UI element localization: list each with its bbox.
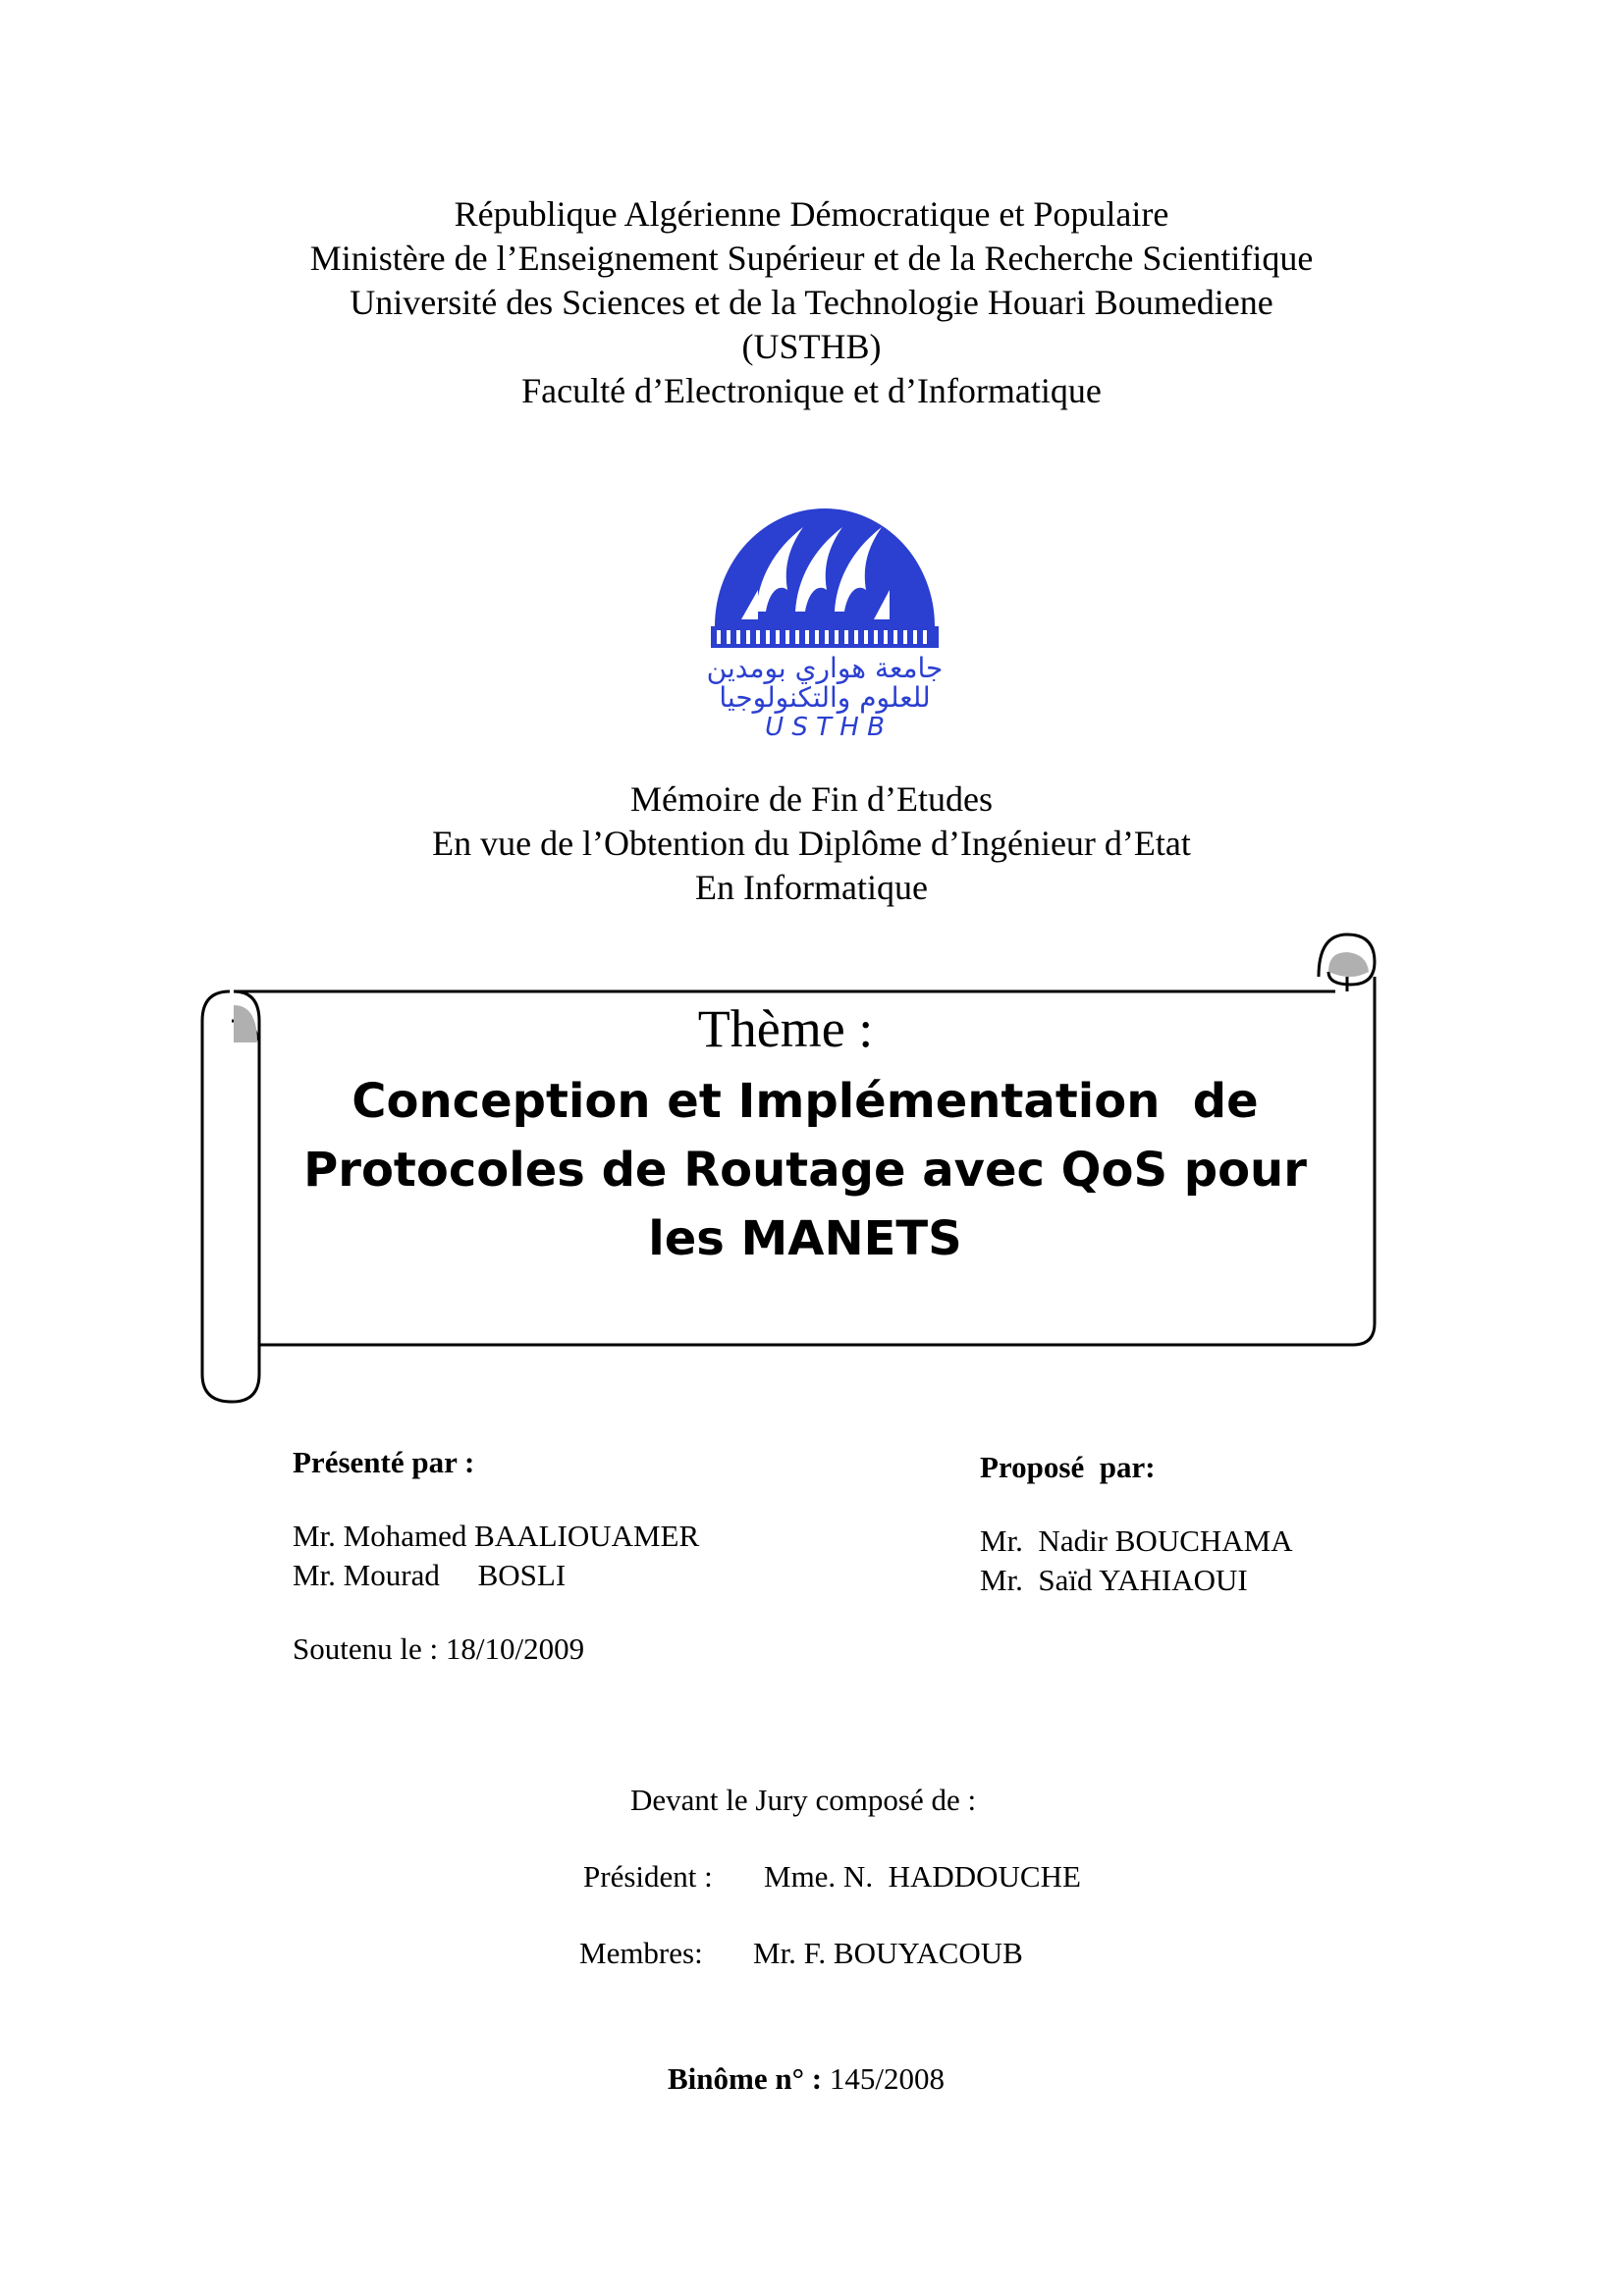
memoire-line: En Informatique (695, 868, 928, 907)
thesis-title (285, 1067, 1325, 1273)
logo-arabic-line2: للعلوم والتكنولوجيا (719, 681, 931, 714)
binome-value: 145/2008 (822, 2061, 945, 2096)
header-line: République Algérienne Démocratique et Populaire (454, 194, 1169, 234)
thesis-title-line: Protocoles de Routage avec QoS pour (303, 1143, 1307, 1198)
defense-date: Soutenu le : 18/10/2009 (293, 1631, 585, 1666)
binome-number (668, 2061, 945, 2097)
thesis-title-line: Conception et Implémentation de (352, 1074, 1259, 1129)
institution-header (0, 192, 1623, 413)
supervisor-name: Mr. Saïd YAHIAOUI (980, 1563, 1248, 1597)
proposed-by-heading: Proposé par: (980, 1450, 1156, 1484)
jury-intro: Devant le Jury composé de : (630, 1783, 977, 1817)
logo-arabic-line1: جامعة هواري بومدين (706, 652, 944, 684)
memoire-line: En vue de l’Obtention du Diplôme d’Ingénieur d’Etat (432, 824, 1191, 863)
memoire-line: Mémoire de Fin d’Etudes (630, 779, 993, 819)
presented-by-heading: Présenté par : (293, 1445, 475, 1479)
header-line: (USTHB) (741, 327, 882, 366)
usthb-logo (697, 496, 952, 741)
memoire-block (0, 777, 1623, 910)
logo-latin-text: U S T H B (765, 713, 885, 741)
author-name: Mr. Mohamed BAALIOUAMER (293, 1519, 700, 1553)
jury-members-label: Membres: (579, 1936, 703, 1970)
header-line: Ministère de l’Enseignement Supérieur et de la Recherche Scientifique (309, 239, 1314, 278)
jury-president-label: Président : (583, 1859, 713, 1894)
theme-label: Thème : (697, 999, 874, 1058)
header-line: Faculté d’Electronique et d’Informatique (521, 371, 1102, 410)
presented-by-section (293, 1443, 699, 1595)
proposed-by-section (980, 1448, 1293, 1600)
supervisor-name: Mr. Nadir BOUCHAMA (980, 1523, 1293, 1558)
jury-president-name: Mme. N. HADDOUCHE (764, 1859, 1081, 1894)
header-line: Université des Sciences et de la Technologie Houari Boumediene (350, 283, 1273, 322)
author-name: Mr. Mourad BOSLI (293, 1558, 567, 1592)
jury-members-name: Mr. F. BOUYACOUB (753, 1936, 1023, 1970)
binome-label: Binôme n° : (668, 2061, 823, 2096)
thesis-title-line: les MANETS (648, 1211, 962, 1266)
